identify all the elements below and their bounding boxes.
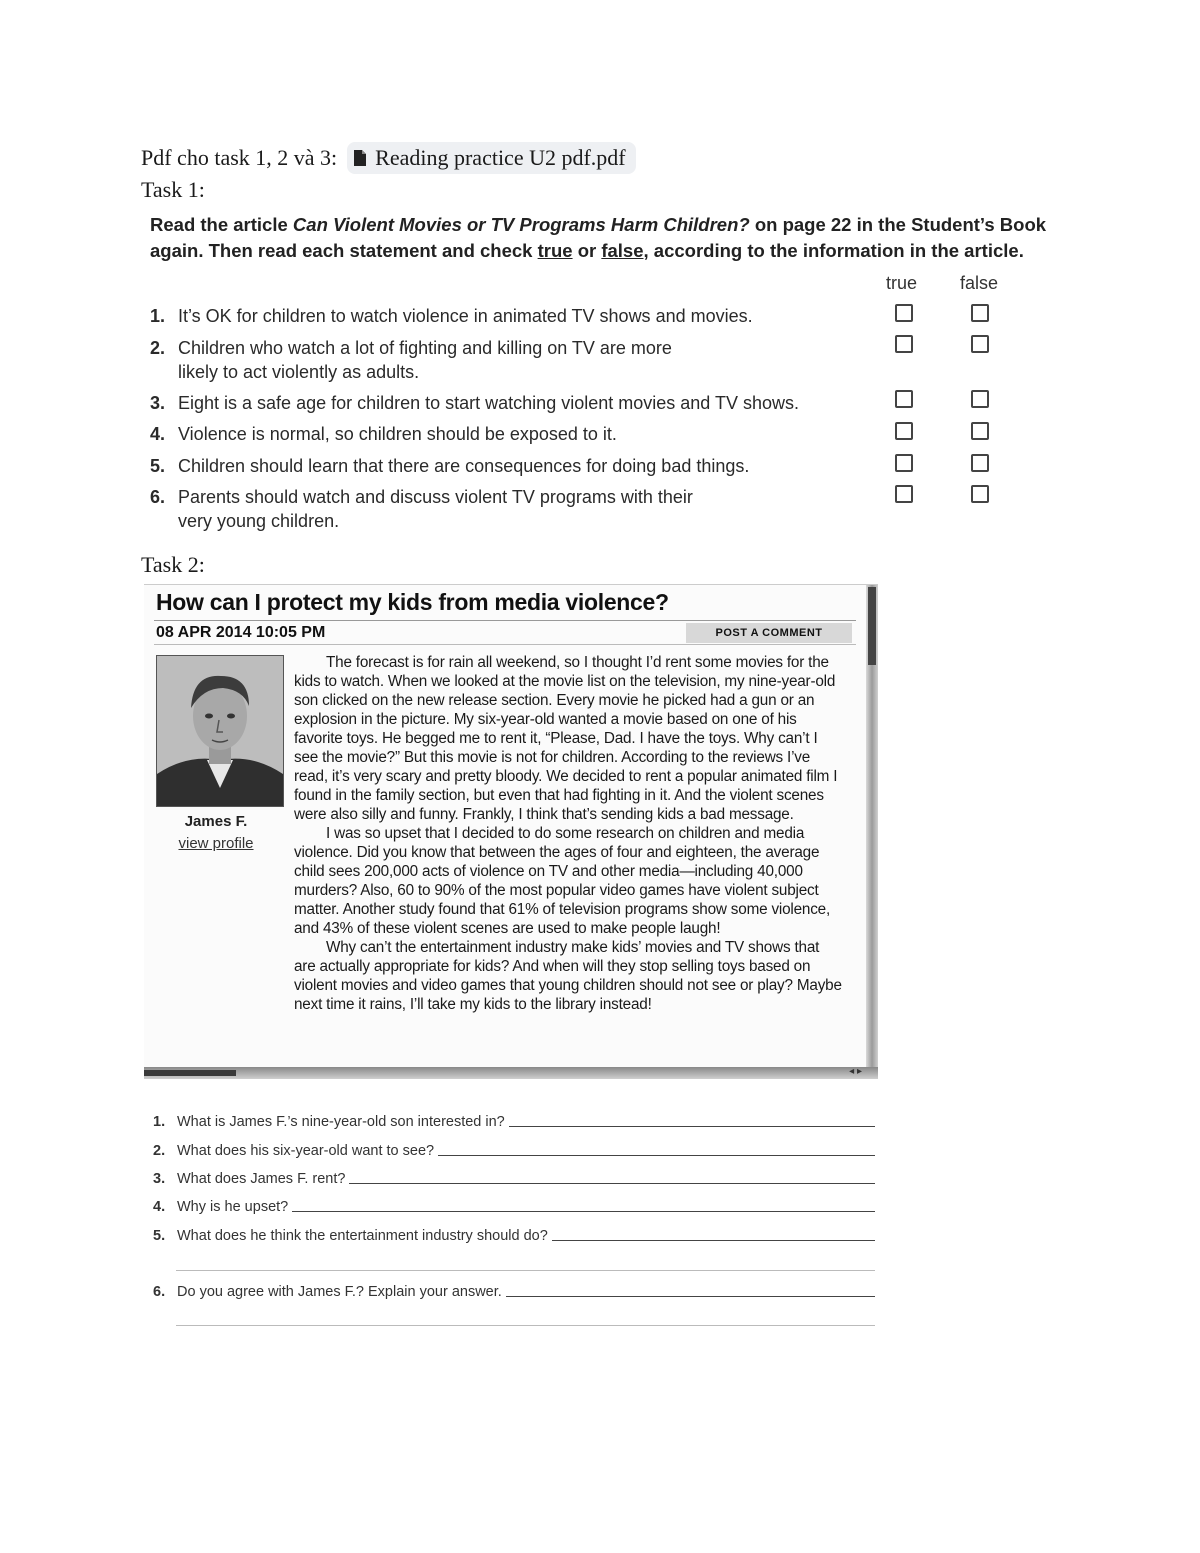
answer-line-extra[interactable] — [176, 1270, 875, 1271]
task1-instructions — [150, 212, 1070, 264]
answer-line[interactable] — [438, 1155, 875, 1156]
question-text: What does his six-year-old want to see? — [177, 1143, 435, 1159]
column-header-true: true — [886, 273, 918, 293]
statement-6-false-checkbox[interactable] — [971, 485, 989, 503]
question-number: 2. — [153, 1143, 166, 1159]
answer-line[interactable] — [509, 1126, 875, 1127]
question-4 — [153, 1199, 875, 1215]
blog-body — [294, 653, 844, 1014]
question-2 — [153, 1143, 875, 1159]
question-number: 6. — [153, 1284, 166, 1300]
question-text: Why is he upset? — [177, 1199, 289, 1215]
attachment-line — [141, 142, 636, 174]
statement-text: Violence is normal, so children should be exposed to it. — [178, 424, 617, 444]
attachment-prefix: Pdf cho task 1, 2 và 3: — [141, 145, 338, 170]
divider — [154, 620, 856, 621]
author-avatar — [156, 655, 284, 807]
statement-number: 1. — [150, 306, 166, 326]
question-6 — [153, 1284, 875, 1300]
blog-post-panel — [144, 584, 878, 1079]
statement-4-true-checkbox[interactable] — [895, 422, 913, 440]
author-portrait — [157, 656, 283, 806]
statement-number: 2. — [150, 338, 166, 358]
question-text: What is James F.’s nine-year-old son interested in? — [177, 1114, 505, 1130]
answer-line[interactable] — [552, 1240, 875, 1241]
pdf-attachment-link[interactable] — [347, 142, 635, 174]
statement-text: Eight is a safe age for children to start watching violent movies and TV shows. — [178, 393, 799, 413]
statement-1-true-checkbox[interactable] — [895, 304, 913, 322]
question-text: What does James F. rent? — [177, 1171, 346, 1187]
statement-1 — [150, 304, 753, 328]
statement-text: Children who watch a lot of fighting and killing on TV are more — [178, 338, 672, 358]
divider — [154, 644, 856, 645]
statement-text-cont: very young children. — [178, 511, 340, 531]
question-1 — [153, 1114, 875, 1130]
question-text: What does he think the entertainment industry should do? — [177, 1228, 548, 1244]
blog-title: How can I protect my kids from media violence? — [156, 589, 669, 615]
blog-paragraph: I was so upset that I decided to do some research on children and media violence. Did you know that between the ages of four and eighteen, the average child sees 200,000 acts of violence on TV and other media—including 40,000 murders? Also, 60 to 90% of the most popular video games have violent subject matter. Another study found that 61% of television programs show some violence, and 43% of these violent scenes are used to make people laugh! — [294, 825, 831, 937]
question-number: 4. — [153, 1199, 166, 1215]
statement-number: 5. — [150, 456, 166, 476]
view-profile-link[interactable]: view profile — [178, 835, 254, 852]
statement-text: Children should learn that there are consequences for doing bad things. — [178, 456, 750, 476]
instr-part: according to the information in the article. — [648, 240, 1024, 261]
column-header-false: false — [960, 273, 999, 293]
question-number: 5. — [153, 1228, 166, 1244]
answer-line[interactable] — [292, 1211, 875, 1212]
statement-4 — [150, 422, 617, 446]
scrollbar-thumb[interactable] — [144, 1070, 236, 1076]
statement-2-false-checkbox[interactable] — [971, 335, 989, 353]
task2-label: Task 2: — [141, 552, 205, 577]
article-title: Can Violent Movies or TV Programs Harm Children? — [292, 214, 750, 235]
statement-2 — [150, 336, 672, 384]
answer-line[interactable] — [349, 1183, 875, 1184]
statement-6 — [150, 485, 693, 533]
statement-number: 4. — [150, 424, 166, 444]
statement-text: Parents should watch and discuss violent TV programs with their — [178, 487, 693, 507]
scroll-arrows-icon[interactable]: ◂ ▸ — [849, 1066, 862, 1077]
vertical-scrollbar[interactable] — [866, 585, 878, 1067]
statement-number: 6. — [150, 487, 166, 507]
blog-paragraph: Why can’t the entertainment industry make kids’ movies and TV shows that are actually appropriate for kids? And when will they stop selling toys based on violent movies and video games that young children should not see or play? Maybe next time it rains, I’ll take my kids to the library instead! — [294, 939, 842, 1013]
task1-label: Task 1: — [141, 177, 205, 202]
post-comment-button[interactable]: POST A COMMENT — [686, 623, 852, 643]
statement-text-cont: likely to act violently as adults. — [178, 362, 420, 382]
statement-3-true-checkbox[interactable] — [895, 390, 913, 408]
question-number: 3. — [153, 1171, 166, 1187]
question-number: 1. — [153, 1114, 166, 1130]
statement-5 — [150, 454, 749, 478]
answer-line[interactable] — [506, 1296, 875, 1297]
file-icon — [353, 149, 367, 167]
instr-part: Read the article — [150, 214, 293, 235]
statement-1-false-checkbox[interactable] — [971, 304, 989, 322]
horizontal-scrollbar[interactable] — [144, 1067, 878, 1079]
scrollbar-thumb[interactable] — [868, 587, 876, 665]
statement-4-false-checkbox[interactable] — [971, 422, 989, 440]
instr-part: or — [572, 240, 602, 261]
statement-5-true-checkbox[interactable] — [895, 454, 913, 472]
statement-3 — [150, 391, 799, 415]
statement-6-true-checkbox[interactable] — [895, 485, 913, 503]
statement-text: It’s OK for children to watch violence in animated TV shows and movies. — [178, 306, 753, 326]
statement-number: 3. — [150, 393, 166, 413]
question-3 — [153, 1171, 875, 1187]
blog-paragraph: The forecast is for rain all weekend, so I thought I’d rent some movies for the kids to watch. When we looked at the movie list on the television, my nine-year-old son clicked on the new release section. Every movie he picked had a gun or an explosion in the picture. My six-year-old wanted a movie based on one of his favorite toys. He begged me to rent it, “Please, Dad. I have the toys. Why can’t I see the movie?” But this movie is not for children. According to the reviews I’ve read, it’s very scary and pretty bloody. We decided to rent a popular animated film I found in the family section, but even that had fighting in it. And the violent scenes were also silly and funny. Frankly, I think that’s sending kids a bad message. — [294, 654, 838, 823]
author-name: James F. — [184, 813, 248, 830]
question-text: Do you agree with James F.? Explain your answer. — [177, 1284, 502, 1300]
question-5 — [153, 1228, 875, 1244]
instr-part: on page 22 in the Student’s Book again. Then read each statement and check — [150, 214, 1047, 261]
instr-false-word: false, — [601, 240, 649, 261]
statement-3-false-checkbox[interactable] — [971, 390, 989, 408]
blog-date: 08 APR 2014 10:05 PM — [156, 624, 326, 641]
instr-true-word: true — [537, 240, 573, 261]
statement-5-false-checkbox[interactable] — [971, 454, 989, 472]
answer-line-extra[interactable] — [176, 1325, 875, 1326]
pdf-attachment-name: Reading practice U2 pdf.pdf — [375, 145, 626, 170]
statement-2-true-checkbox[interactable] — [895, 335, 913, 353]
